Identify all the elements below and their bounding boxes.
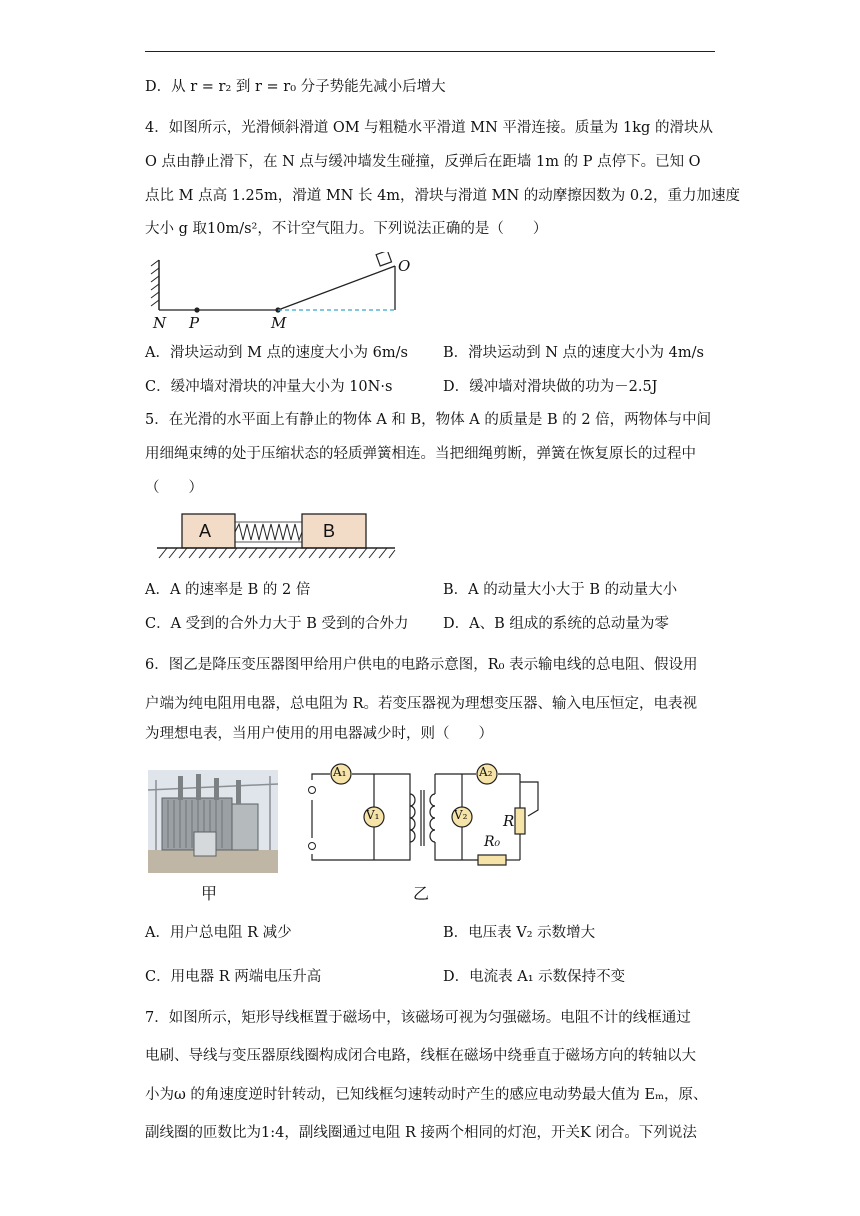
q4-label-m: M <box>271 314 287 332</box>
q4-line-3: 点比 M 点高 1.25m，滑道 MN 长 4m，滑块与滑道 MN 的动摩擦因数为 0.2，重力加速度 <box>145 188 740 204</box>
q6-label-yi: 乙 <box>413 884 430 903</box>
q5-option-c: C．A 受到的合外力大于 B 受到的合外力 <box>145 616 409 632</box>
q6-label-jia: 甲 <box>201 884 218 903</box>
q4-option-d: D．缓冲墙对滑块做的功为－2.5J <box>443 379 658 395</box>
q7-line-1: 7．如图所示，矩形导线框置于磁场中，该磁场可视为匀强磁场。电阻不计的线框通过 <box>145 1010 691 1026</box>
q5-line-2: 用细绳束缚的处于压缩状态的轻质弹簧相连。当把细绳剪断，弹簧在恢复原长的过程中 <box>145 446 696 462</box>
q3-option-d: D．从 r = r₂ 到 r = r₀ 分子势能先减小后增大 <box>145 79 446 95</box>
q4-option-c: C．缓冲墙对滑块的冲量大小为 10N·s <box>145 379 393 395</box>
q6-option-a: A．用户总电阻 R 减少 <box>145 925 292 941</box>
q7-line-4: 副线圈的匝数比为1:4，副线圈通过电阻 R 接两个相同的灯泡，开关K 闭合。下列说法 <box>145 1125 697 1141</box>
q6-option-c: C．用电器 R 两端电压升高 <box>145 969 322 985</box>
q5-option-a: A．A 的速率是 B 的 2 倍 <box>145 582 311 598</box>
meter-v1-label: V₁ <box>366 808 380 822</box>
q7-line-2: 电刷、导线与变压器原线圈构成闭合电路，线框在磁场中绕垂直于磁场方向的转轴以大 <box>145 1048 696 1064</box>
q6-line-1: 6．图乙是降压变压器图甲给用户供电的电路示意图，R₀ 表示输电线的总电阻、假设用 <box>145 657 698 673</box>
transformer-photo <box>148 770 278 873</box>
q5-spring-diagram <box>155 510 400 560</box>
meter-v2-label: V₂ <box>454 808 468 822</box>
meter-a1-label: A₁ <box>333 765 347 779</box>
q5-label-a: A <box>199 521 212 541</box>
q5-line-3: （ ） <box>145 480 203 496</box>
q4-option-a: A．滑块运动到 M 点的速度大小为 6m/s <box>145 345 408 361</box>
q4-line-4: 大小 g 取10m/s²，不计空气阻力。下列说法正确的是（ ） <box>145 221 548 237</box>
q6-option-d: D．电流表 A₁ 示数保持不变 <box>443 969 626 985</box>
q4-line-2: O 点由静止滑下，在 N 点与缓冲墙发生碰撞，反弹后在距墙 1m 的 P 点停下。已知 O <box>145 154 701 170</box>
q7-line-3: 小为ω 的角速度逆时针转动，已知线框匀速转动时产生的感应电动势最大值为 Eₘ，原、 <box>145 1087 708 1103</box>
meter-a2-label: A₂ <box>479 765 493 779</box>
q4-label-n: N <box>153 314 167 332</box>
q4-label-o: O <box>398 257 411 275</box>
q5-option-d: D．A、B 组成的系统的总动量为零 <box>443 616 669 632</box>
q5-line-1: 5．在光滑的水平面上有静止的物体 A 和 B，物体 A 的质量是 B 的 2 倍，两物体与中间 <box>145 412 712 428</box>
q4-line-1: 4．如图所示，光滑倾斜滑道 OM 与粗糙水平滑道 MN 平滑连接。质量为 1kg 的滑块从 <box>145 120 713 136</box>
resistor-r0-label: R₀ <box>484 834 501 850</box>
resistor-r-label: R <box>503 812 515 830</box>
q5-label-b: B <box>323 521 336 541</box>
q6-option-b: B．电压表 V₂ 示数增大 <box>443 925 596 941</box>
q5-option-b: B．A 的动量大小大于 B 的动量大小 <box>443 582 678 598</box>
q4-label-p: P <box>189 314 200 332</box>
header-rule <box>145 51 715 52</box>
q6-line-3: 为理想电表，当用户使用的用电器减少时，则（ ） <box>145 726 493 742</box>
q6-line-2: 户端为纯电阻用电器，总电阻为 R。若变压器视为理想变压器、输入电压恒定，电表视 <box>145 696 698 712</box>
q4-option-b: B．滑块运动到 N 点的速度大小为 4m/s <box>443 345 704 361</box>
